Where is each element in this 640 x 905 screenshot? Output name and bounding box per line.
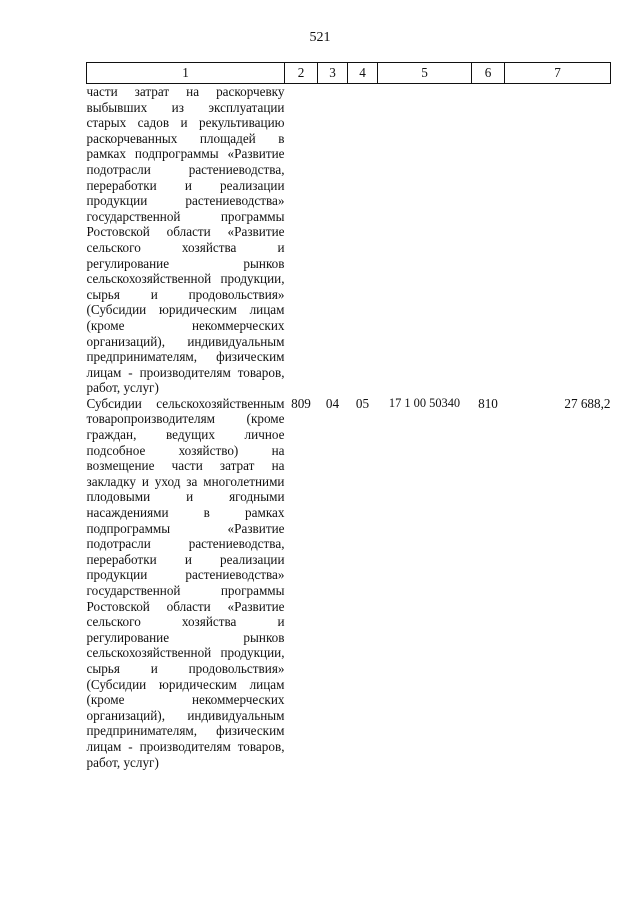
header-row <box>87 63 611 84</box>
row-section-code <box>318 84 348 396</box>
table-row <box>87 396 611 770</box>
row-subsection-code: 05 <box>355 395 370 411</box>
row-description: Субсидии сельскохозяйственным товаропроизводителям (кроме граждан, ведущих личное подсобное хозяйство) на возмещение части затрат на закладку и уход за многолетними плодовыми и ягодными насаждениями в рамках подпрограммы «Развитие подотрасли растениеводства, переработки и реализации продукции растениеводства» государственной программы Ростовской области «Развитие сельского хозяйства и регулирование рынков сельскохозяйственной продукции, сырья и продовольствия» (Субсидии юридическим лицам (кроме некоммерческих организаций), индивидуальным предпринимателям, физическим лицам - производителям товаров, работ, услуг) <box>86 395 285 770</box>
row-section-code: 04 <box>325 395 340 411</box>
column-header-5: 5 <box>378 63 472 84</box>
row-subsection-code <box>348 84 378 396</box>
table-row <box>87 84 611 396</box>
row-target-code <box>378 84 472 396</box>
row-description: части затрат на раскорчевку выбывших из эксплуатации старых садов и рекультивацию раскорчеванных площадей в рамках подпрограммы «Развитие подотрасли растениеводства, переработки и реализации продукции растениеводства» государственной программы Ростовской области «Развитие сельского хозяйства и регулирование рынков сельскохозяйственной продукции, сырья и продовольствия» (Субсидии юридическим лицам (кроме некоммерческих организаций), индивидуальным предпринимателям, физическим лицам - производителям товаров, работ, услуг) <box>86 84 285 396</box>
row-expense-type <box>472 84 505 396</box>
budget-table <box>86 62 611 770</box>
column-header-6: 6 <box>472 63 505 84</box>
page-number: 521 <box>309 30 331 45</box>
row-expense-type: 810 <box>478 395 498 411</box>
row-amount <box>505 84 611 396</box>
column-header-7: 7 <box>505 63 611 84</box>
row-target-code: 17 1 00 50340 <box>388 395 461 410</box>
row-amount: 27 688,2 <box>564 395 611 411</box>
column-header-2: 2 <box>285 63 318 84</box>
row-admin-code: 809 <box>291 395 311 411</box>
column-header-4: 4 <box>348 63 378 84</box>
column-header-1: 1 <box>87 63 285 84</box>
row-admin-code <box>285 84 318 396</box>
column-header-3: 3 <box>318 63 348 84</box>
